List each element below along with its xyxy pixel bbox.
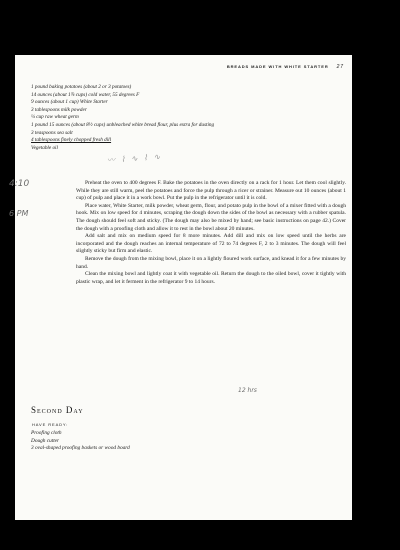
ingredient-item: 3 tablespoons milk powder xyxy=(31,106,87,113)
equipment-item: Dough cutter xyxy=(31,437,60,444)
method-paragraph: Add salt and mix on medium speed for 8 more minutes. Add dill and mix on low speed until the herbs are incorporated and the dough reaches an internal temperature of 72 to 74 degrees F, 2 to 3 minutes. The dough will feel slightly sticky but firm and elastic. xyxy=(76,233,346,255)
equipment-list xyxy=(31,430,130,453)
method-paragraph: Remove the dough from the mixing bowl, place it on a lightly floured work surface, and knead it for a few minutes by hand. xyxy=(76,255,346,270)
ingredient-item: 1 pound baking potatoes (about 2 or 3 potatoes) xyxy=(31,84,132,90)
ingredient-list xyxy=(31,84,214,152)
ingredient-item: 3 teaspoons sea salt xyxy=(31,129,73,136)
section-heading: Second Day xyxy=(31,405,84,415)
ingredient-item: ¼ cup raw wheat germ xyxy=(31,114,79,121)
equipment-item: Proofing cloth xyxy=(31,430,62,436)
ingredient-item: 4 tablespoons finely chopped fresh dill xyxy=(31,137,112,144)
ingredient-item: 1 pound 15 ounces (about 8½ cups) unbleached white bread flour, plus extra for dusting xyxy=(31,121,215,128)
margin-note-time: 6 PM xyxy=(9,209,29,218)
page-number: 27 xyxy=(336,64,344,70)
method-paragraph: Preheat the oven to 400 degrees F. Bake the potatoes in the oven directly on a rack for 1 hour. Let them cool slightly. While they are still warm, peel the potatoes and force the pulp through a ricer or strainer. Measure out 10 ounces (about 1 cup) of pulp and place it in a work bowl. Put the pulp in the refrigerator until it is cold. xyxy=(76,180,346,202)
handwritten-hours-note: 12 hrs xyxy=(238,387,257,394)
method-paragraph: Place water, White Starter, milk powder, wheat germ, flour, and potato pulp in the bowl of a mixer fitted with a dough hook. Mix on low speed for 4 minutes, scraping the dough down the sides of the bowl as necessary with a rubber spatula. The dough should feel soft and sticky. (The dough may also be mixed by hand; see basic instructions on page 42.) Cover the dough with a proofing cloth and allow it to rest in the bowl about 20 minutes. xyxy=(76,202,346,232)
ingredient-item: Vegetable oil xyxy=(31,144,58,151)
margin-note-time: 4:10 xyxy=(9,179,30,189)
running-head xyxy=(227,64,344,70)
ingredient-item: 9 ounces (about 1 cup) White Starter xyxy=(31,99,108,106)
equipment-item: 3 oval-shaped proofing baskets or wood board xyxy=(31,445,130,452)
running-head-title: BREADS MADE WITH WHITE STARTER xyxy=(226,64,329,69)
pencil-scribble-mark: 〰︎ ⌇ ∿ ⌇ ∿ xyxy=(106,152,163,165)
book-page xyxy=(9,55,352,520)
method-text xyxy=(76,180,346,286)
have-ready-label: HAVE READY: xyxy=(32,422,69,427)
ingredient-item: 14 ounces (about 1¾ cups) cold water, 55 degrees F xyxy=(31,91,140,98)
method-paragraph: Clean the mixing bowl and lightly coat it with vegetable oil. Return the dough to the oiled bowl, cover it tightly with plastic wrap, and let it ferment in the refrigerator 9 to 14 hours. xyxy=(76,271,346,285)
